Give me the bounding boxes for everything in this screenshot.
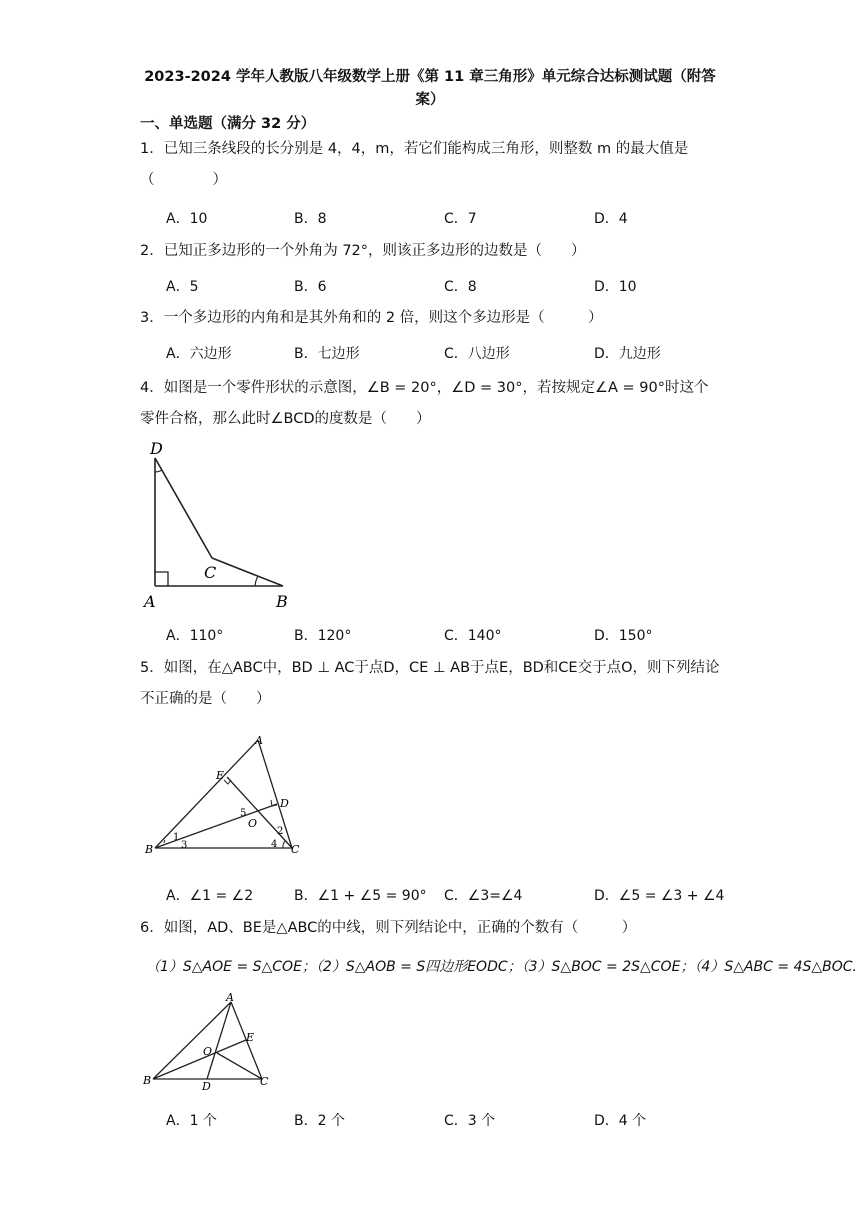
option-c[interactable]: C．3 个 — [444, 1113, 496, 1129]
label-b: B — [145, 843, 154, 856]
question-6-figure — [140, 990, 280, 1090]
label-a: A — [255, 734, 263, 747]
option-a[interactable]: A．110° — [166, 628, 224, 644]
option-d[interactable]: D．4 — [594, 211, 628, 227]
question-3-text: 3．一个多边形的内角和是其外角和的 2 倍，则这个多边形是（ ） — [140, 310, 603, 326]
angle-label-4: 4 — [271, 839, 278, 850]
label-d: D — [150, 439, 163, 458]
question-5-options — [166, 885, 726, 907]
option-d[interactable]: D．∠5 = ∠3 + ∠4 — [594, 888, 725, 904]
label-b: B — [143, 1074, 152, 1087]
question-5-figure — [140, 730, 310, 860]
angle-label-1: 1 — [173, 832, 180, 843]
angle-label-5: 5 — [240, 808, 247, 819]
label-o: O — [248, 817, 258, 830]
question-2-options — [166, 276, 726, 298]
option-a[interactable]: A．∠1 = ∠2 — [166, 888, 254, 904]
option-d[interactable]: D．10 — [594, 279, 637, 295]
option-c[interactable]: C．∠3=∠4 — [444, 888, 523, 904]
document-title: 2023-2024 学年人教版八年级数学上册《第 11 章三角形》单元综合达标测试题（附答案） — [144, 69, 716, 108]
option-b[interactable]: B．120° — [294, 628, 352, 644]
question-4-text: 4．如图是一个零件形状的示意图，∠B = 20°，∠D = 30°，若按规定∠A = 90°时这个零件合格，那么此时∠BCD的度数是（ ） — [140, 380, 709, 427]
label-e: E — [216, 769, 225, 782]
question-6-options — [166, 1110, 726, 1132]
label-c: C — [291, 843, 300, 856]
label-a: A — [226, 991, 234, 1004]
option-b[interactable]: B．七边形 — [294, 346, 360, 362]
question-4-options — [166, 625, 726, 647]
question-6-statements: （1）S△AOE = S△COE；（2）S△AOB = S四边形EODC；（3）S△BOC = 2S△COE；（4）S△ABC = 4S△BOC. — [146, 959, 857, 975]
label-d: D — [280, 797, 289, 810]
label-b: B — [276, 592, 288, 611]
question-5-text: 5．如图，在△ABC中，BD ⊥ AC于点D，CE ⊥ AB于点E，BD和CE交于点O，则下列结论不正确的是（ ） — [140, 660, 720, 707]
angle-label-3: 3 — [181, 840, 188, 851]
option-b[interactable]: B．6 — [294, 279, 327, 295]
option-a[interactable]: A．1 个 — [166, 1113, 217, 1129]
option-d[interactable]: D．九边形 — [594, 346, 661, 362]
option-c[interactable]: C．八边形 — [444, 346, 510, 362]
option-c[interactable]: C．140° — [444, 628, 502, 644]
question-1-options — [166, 208, 726, 230]
option-b[interactable]: B．8 — [294, 211, 327, 227]
question-4-figure — [140, 436, 300, 612]
question-2-text: 2．已知正多边形的一个外角为 72°，则该正多边形的边数是（ ） — [140, 243, 586, 259]
option-d[interactable]: D．4 个 — [594, 1113, 647, 1129]
option-c[interactable]: C．8 — [444, 279, 477, 295]
option-a[interactable]: A．5 — [166, 279, 199, 295]
question-6-text: 6．如图，AD、BE是△ABC的中线，则下列结论中，正确的个数有（ ） — [140, 920, 637, 936]
angle-label-2: 2 — [277, 826, 284, 837]
label-c: C — [260, 1075, 269, 1088]
option-a[interactable]: A．六边形 — [166, 346, 232, 362]
option-c[interactable]: C．7 — [444, 211, 477, 227]
option-b[interactable]: B．2 个 — [294, 1113, 345, 1129]
label-d: D — [202, 1080, 211, 1090]
label-o: O — [203, 1045, 213, 1058]
label-e: E — [246, 1031, 255, 1044]
option-d[interactable]: D．150° — [594, 628, 653, 644]
section-heading: 一、单选题（满分 32 分） — [140, 116, 316, 132]
label-c: C — [204, 563, 217, 582]
option-b[interactable]: B．∠1 + ∠5 = 90° — [294, 888, 427, 904]
option-a[interactable]: A．10 — [166, 211, 208, 227]
question-1-text: 1．已知三条线段的长分别是 4，4，m，若它们能构成三角形，则整数 m 的最大值是（ ） — [140, 141, 689, 188]
label-a: A — [144, 592, 156, 611]
question-3-options — [166, 343, 726, 365]
